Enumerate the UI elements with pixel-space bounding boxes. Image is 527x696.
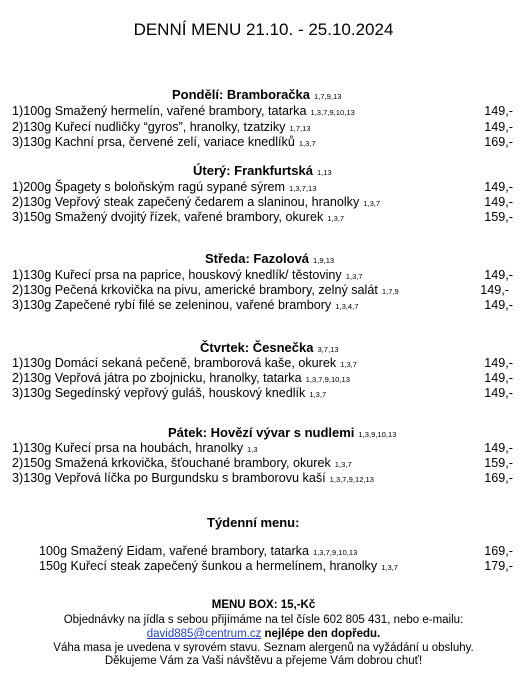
email-link[interactable]: david885@centrum.cz [146, 628, 262, 640]
menu-item [12, 441, 258, 455]
menu-item-price: 149,- [484, 371, 513, 385]
menu-item-allergens: 1,3,7,13 [289, 184, 317, 193]
menu-item-allergens: 1,7,9 [381, 287, 399, 296]
day-allergens: 3,7,13 [317, 345, 339, 354]
menu-item [12, 210, 344, 224]
menu-item-allergens: 1,3,7,9,12,13 [329, 475, 374, 484]
menu-item [12, 283, 399, 297]
menu-item-price: 159,- [484, 456, 513, 470]
menu-item-price: 149,- [484, 386, 513, 400]
thanks-note: Děkujeme Vám za Vaši návštěvu a přejeme Vám dobrou chuť! [104, 655, 423, 667]
menu-item-text: 150g Kuřecí steak zapečený šunkou a hermelínem, hranolky [39, 559, 378, 573]
page-title: DENNÍ MENU 21.10. - 25.10.2024 [133, 20, 394, 39]
day-heading-thursday [200, 340, 339, 355]
menu-item [12, 195, 380, 209]
menu-item-allergens: 1,3,7 [334, 460, 352, 469]
menu-item [12, 180, 316, 194]
menu-item-text: 1)130g Domácí sekaná pečeně, bramborová kaše, okurek [12, 356, 337, 370]
menu-item-text: 2)130g Vepřový steak zapečený čedarem a slaninou, hranolky [12, 195, 360, 209]
menu-item-price: 149,- [484, 298, 513, 312]
menu-item-text: 1)130g Kuřecí prsa na houbách, hranolky [12, 441, 244, 455]
menu-item [12, 120, 311, 134]
menu-item-allergens: 1,3 [247, 445, 258, 454]
menu-item-text: 2)150g Smažená krkovička, šťouchané brambory, okurek [12, 456, 331, 470]
day-allergens: 1,13 [316, 168, 332, 177]
menu-item-allergens: 1,3,7 [309, 390, 327, 399]
menu-item-price: 149,- [484, 356, 513, 370]
day-heading-tuesday [193, 163, 332, 178]
day-name: Pátek: Hovězí vývar s nudlemi [168, 425, 355, 440]
menu-item [39, 544, 357, 558]
menu-item-price: 149,- [484, 104, 513, 118]
menu-item-price: 149,- [484, 120, 513, 134]
day-heading-wednesday [205, 251, 334, 266]
day-heading-friday [168, 425, 396, 440]
day-heading-monday [172, 87, 341, 102]
menu-box-note: MENU BOX: 15,-Kč [211, 599, 316, 611]
day-allergens: 1,9,13 [313, 256, 335, 265]
menu-item-price: 149,- [484, 268, 513, 282]
orders-note: Objednávky na jídla s sebou přijímáme na tel čísle 602 805 431, nebo e-mailu: [63, 614, 464, 626]
menu-item-price: 149,- [484, 180, 513, 194]
menu-item [12, 135, 316, 149]
menu-item-allergens: 1,3,4,7 [335, 302, 359, 311]
menu-item-text: 1)200g Špagety s boloňským ragú sypané sýrem [12, 180, 286, 194]
day-name: Středa: Fazolová [205, 251, 310, 266]
weight-note: Váha masa je uvedena v syrovém stavu. Seznam alergenů na vyžádání u obsluhy. [53, 642, 474, 654]
menu-item-text: 2)130g Pečená krkovička na pivu, americké brambory, zelný salát [12, 283, 378, 297]
menu-item-text: 3)130g Zapečené rybí filé se zeleninou, vařené brambory [12, 298, 332, 312]
menu-item-allergens: 1,3,7,9,10,13 [305, 375, 350, 384]
menu-item [12, 456, 352, 470]
day-name: Čtvrtek: Česnečka [200, 340, 314, 355]
menu-item [12, 356, 357, 370]
menu-item-text: 3)130g Kachní prsa, červené zelí, variace knedlíků [12, 135, 295, 149]
menu-item-price: 169,- [484, 135, 513, 149]
menu-item [12, 371, 350, 385]
day-allergens: 1,7,9,13 [314, 92, 342, 101]
menu-item-text: 3)150g Smažený dvojitý řízek, vařené brambory, okurek [12, 210, 324, 224]
menu-item-text: 3)130g Vepřová líčka po Burgundsku s bramborovu kaší [12, 471, 326, 485]
menu-item [12, 268, 363, 282]
day-allergens: 1,3,9,10,13 [358, 430, 397, 439]
menu-item-price: 169,- [484, 544, 513, 558]
email-line [0, 628, 527, 640]
weekly-heading: Týdenní menu: [207, 515, 300, 530]
advance-note: nejlépe den dopředu. [261, 628, 381, 640]
menu-item-text: 3)130g Segedínský vepřový guláš, houskový knedlík [12, 386, 306, 400]
menu-item-price: 179,- [484, 559, 513, 573]
menu-item-allergens: 1,3,7 [340, 360, 358, 369]
menu-item [12, 104, 355, 118]
menu-item-text: 100g Smažený Eidam, vařené brambory, tatarka [39, 544, 309, 558]
menu-item [39, 559, 398, 573]
menu-item [12, 298, 358, 312]
menu-item-price: 159,- [484, 210, 513, 224]
menu-item-price: 169,- [484, 471, 513, 485]
day-name: Úterý: Frankfurtská [193, 163, 313, 178]
menu-item-price: 149,- [484, 195, 513, 209]
menu-item-text: 2)130g Kuřecí nudličky “gyros”, hranolky, tzatziky [12, 120, 286, 134]
menu-item-text: 1)130g Kuřecí prsa na paprice, houskový knedlík/ těstoviny [12, 268, 342, 282]
menu-item-allergens: 1,3,7 [345, 272, 363, 281]
menu-item-allergens: 1,3,7,9,10,13 [310, 108, 355, 117]
day-name: Pondělí: Bramboračka [172, 87, 310, 102]
menu-item-allergens: 1,3,7 [363, 199, 381, 208]
menu-item-price: 149,- [484, 441, 513, 455]
menu-item-text: 2)130g Vepřová játra po zbojnicku, hranolky, tatarka [12, 371, 302, 385]
menu-item-allergens: 1,3,7 [381, 563, 399, 572]
menu-item [12, 386, 326, 400]
menu-item-allergens: 1,3,7 [298, 139, 316, 148]
menu-item-allergens: 1,3,7 [327, 214, 345, 223]
menu-item [12, 471, 374, 485]
menu-item-price: 149,- [480, 283, 509, 297]
menu-item-allergens: 1,7,13 [289, 124, 311, 133]
menu-item-text: 1)100g Smažený hermelín, vařené brambory, tatarka [12, 104, 307, 118]
menu-item-allergens: 1,3,7,9,10,13 [312, 548, 358, 557]
